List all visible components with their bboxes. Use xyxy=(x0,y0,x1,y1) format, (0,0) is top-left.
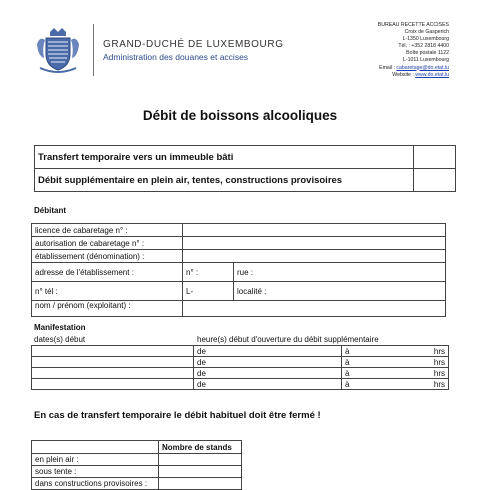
tente-field[interactable] xyxy=(159,466,242,478)
rue-label: rue : xyxy=(237,267,254,277)
office-line: Boîte postale 1122 xyxy=(406,50,449,57)
website-line xyxy=(378,72,449,79)
nom-label: nom / prénom (exploitant) : xyxy=(32,301,183,317)
hour-to-field[interactable] xyxy=(342,357,449,368)
manifestation-row xyxy=(32,368,449,379)
office-address xyxy=(378,22,449,79)
email-label: Email : xyxy=(379,64,397,71)
constructions-field[interactable] xyxy=(159,478,242,490)
option-transfer-label: Transfert temporaire vers un immeuble bâti xyxy=(35,146,414,169)
office-line: Croix de Gasperich xyxy=(404,29,449,36)
nom-field[interactable] xyxy=(183,301,446,317)
dates-header: dates(s) début xyxy=(34,335,86,344)
localite-field[interactable] xyxy=(234,282,446,301)
administration-name: Administration des douanes et accises xyxy=(103,52,249,62)
office-line: Tél. : +352 2818 4400 xyxy=(398,43,449,50)
to-label: à xyxy=(345,368,350,378)
tel-label: n° tél : xyxy=(35,286,58,296)
page-title: Débit de boissons alcooliques xyxy=(142,108,338,123)
email-link[interactable]: cabaretage@do.etat.lu xyxy=(396,64,449,71)
to-label: à xyxy=(345,357,350,367)
licence-label: licence de cabaretage n° : xyxy=(32,224,183,237)
date-field[interactable] xyxy=(32,357,194,368)
plein-air-label: en plein air : xyxy=(32,454,159,466)
date-field[interactable] xyxy=(32,368,194,379)
to-label: à xyxy=(345,379,350,389)
hrs-label: hrs xyxy=(433,379,445,389)
office-line: BUREAU RECETTE ACCISES xyxy=(377,22,449,28)
adresse-label: adresse de l'établissement : xyxy=(32,263,183,282)
office-line: L-1011 Luxembourg xyxy=(402,57,449,64)
from-label: de xyxy=(197,379,206,389)
rue-field[interactable] xyxy=(234,263,446,282)
coat-of-arms-logo xyxy=(32,24,84,76)
manifestation-heading: Manifestation xyxy=(34,323,86,332)
stands-corner xyxy=(32,441,159,454)
hour-to-field[interactable] xyxy=(342,346,449,357)
from-label: de xyxy=(197,346,206,356)
from-label: de xyxy=(197,357,206,367)
autorisation-field[interactable] xyxy=(183,237,446,250)
website-label: Website : xyxy=(392,71,416,78)
request-type-table xyxy=(34,145,456,192)
numero-field[interactable] xyxy=(183,263,234,282)
option-transfer-checkbox[interactable] xyxy=(414,146,456,169)
country-name: GRAND-DUCHÉ DE LUXEMBOURG xyxy=(103,39,284,50)
email-line xyxy=(378,65,449,72)
hrs-label: hrs xyxy=(433,368,445,378)
from-label: de xyxy=(197,368,206,378)
manifestation-row xyxy=(32,346,449,357)
date-field[interactable] xyxy=(32,346,194,357)
office-line: L-1350 Luxembourg xyxy=(402,36,449,43)
to-label: à xyxy=(345,346,350,356)
localite-label: localité : xyxy=(237,286,267,296)
transfer-notice: En cas de transfert temporaire le débit habituel doit être fermé ! xyxy=(34,410,321,421)
debitant-table xyxy=(31,223,446,317)
constructions-label: dans constructions provisoires : xyxy=(32,478,159,490)
numero-label: n° : xyxy=(186,267,199,277)
postcode-field[interactable] xyxy=(183,282,234,301)
debitant-heading: Débitant xyxy=(34,206,66,215)
hour-from-field[interactable] xyxy=(194,379,342,390)
option-supplementary-checkbox[interactable] xyxy=(414,169,456,192)
tente-label: sous tente : xyxy=(32,466,159,478)
etablissement-field[interactable] xyxy=(183,250,446,263)
tel-field[interactable] xyxy=(32,282,183,301)
licence-field[interactable] xyxy=(183,224,446,237)
etablissement-label: établissement (dénomination) : xyxy=(32,250,183,263)
autorisation-label: autorisation de cabaretage n° : xyxy=(32,237,183,250)
hour-from-field[interactable] xyxy=(194,357,342,368)
manifestation-table xyxy=(31,345,449,390)
hours-header: heure(s) début d'ouverture du débit supplémentaire xyxy=(197,335,379,344)
hrs-label: hrs xyxy=(433,346,445,356)
header-divider xyxy=(93,24,94,76)
hrs-label: hrs xyxy=(433,357,445,367)
website-link[interactable]: www.do.etat.lu xyxy=(415,71,449,78)
manifestation-row xyxy=(32,357,449,368)
manifestation-row xyxy=(32,379,449,390)
date-field[interactable] xyxy=(32,379,194,390)
stands-table xyxy=(31,440,242,490)
hour-to-field[interactable] xyxy=(342,368,449,379)
plein-air-field[interactable] xyxy=(159,454,242,466)
hour-from-field[interactable] xyxy=(194,346,342,357)
option-supplementary-label: Débit supplémentaire en plein air, tentes, constructions provisoires xyxy=(35,169,414,192)
hour-to-field[interactable] xyxy=(342,379,449,390)
stands-header: Nombre de stands xyxy=(159,441,242,454)
hour-from-field[interactable] xyxy=(194,368,342,379)
postcode-prefix: L- xyxy=(186,286,194,296)
